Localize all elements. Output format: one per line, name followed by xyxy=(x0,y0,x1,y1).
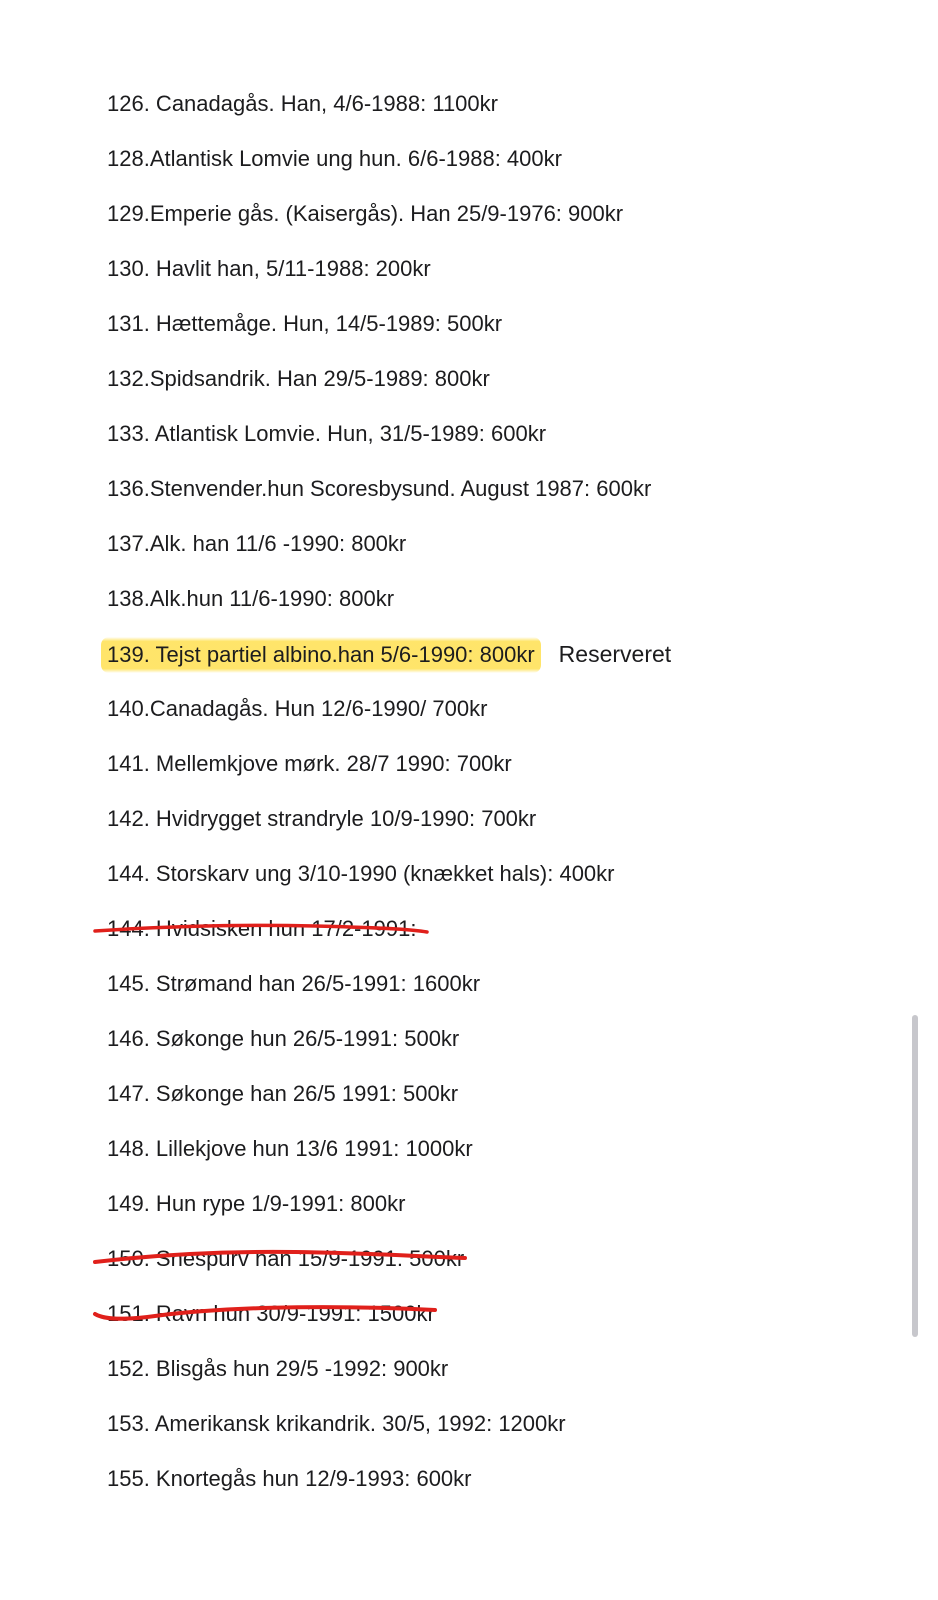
list-item xyxy=(107,1461,867,1516)
entry-text: 133. Atlantisk Lomvie. Hun, 31/5-1989: 600kr xyxy=(107,421,547,446)
entry-text: 144. Storskarv ung 3/10-1990 (knækket hals): 400kr xyxy=(107,861,615,886)
list-item xyxy=(107,1186,867,1241)
entry-text: 152. Blisgås hun 29/5 -1992: 900kr xyxy=(107,1356,449,1381)
entry-text: 126. Canadagås. Han, 4/6-1988: 1100kr xyxy=(107,91,498,116)
entry-text: 131. Hættemåge. Hun, 14/5-1989: 500kr xyxy=(107,311,503,336)
list-item xyxy=(107,856,867,911)
entry-text: 129.Emperie gås. (Kaisergås). Han 25/9-1976: 900kr xyxy=(107,201,624,226)
entry-text: 153. Amerikansk krikandrik. 30/5, 1992: 1200kr xyxy=(107,1411,566,1436)
entry-text: 155. Knortegås hun 12/9-1993: 600kr xyxy=(107,1466,472,1491)
entry-text: 142. Hvidrygget strandryle 10/9-1990: 700kr xyxy=(107,806,537,831)
list-item xyxy=(107,1076,867,1131)
list-item-highlighted xyxy=(107,636,867,691)
entry-text: 149. Hun rype 1/9-1991: 800kr xyxy=(107,1191,406,1216)
entry-text: 145. Strømand han 26/5-1991: 1600kr xyxy=(107,971,481,996)
entry-text: 140.Canadagås. Hun 12/6-1990/ 700kr xyxy=(107,696,488,721)
struck-entry-text: 151. Ravn hun 30/9-1991: 1500kr xyxy=(107,1301,435,1326)
list-item xyxy=(107,416,867,471)
list-item xyxy=(107,471,867,526)
entry-text: 130. Havlit han, 5/11-1988: 200kr xyxy=(107,256,431,281)
list-item-struck xyxy=(107,1296,867,1351)
entry-text: 132.Spidsandrik. Han 29/5-1989: 800kr xyxy=(107,366,490,391)
entry-list xyxy=(107,86,867,1516)
list-item xyxy=(107,526,867,581)
list-item xyxy=(107,801,867,856)
list-item xyxy=(107,1351,867,1406)
entry-text: 141. Mellemkjove mørk. 28/7 1990: 700kr xyxy=(107,751,512,776)
entry-text: 146. Søkonge hun 26/5-1991: 500kr xyxy=(107,1026,460,1051)
struck-entry-text: 150. Snespurv han 15/9-1991: 500kr xyxy=(107,1246,465,1271)
scrollbar-thumb[interactable] xyxy=(912,1015,918,1337)
entry-text: 128.Atlantisk Lomvie ung hun. 6/6-1988: 400kr xyxy=(107,146,562,171)
list-item xyxy=(107,1406,867,1461)
entry-text: 147. Søkonge han 26/5 1991: 500kr xyxy=(107,1081,459,1106)
list-item xyxy=(107,581,867,636)
entry-text: 136.Stenvender.hun Scoresbysund. August 1987: 600kr xyxy=(107,476,652,501)
list-item xyxy=(107,1021,867,1076)
list-item xyxy=(107,691,867,746)
list-item-struck xyxy=(107,1241,867,1296)
reserved-note: Reserveret xyxy=(558,641,672,667)
entry-text: 148. Lillekjove hun 13/6 1991: 1000kr xyxy=(107,1136,473,1161)
entry-text: 137.Alk. han 11/6 -1990: 800kr xyxy=(107,531,407,556)
list-item xyxy=(107,746,867,801)
list-item xyxy=(107,966,867,1021)
list-item-struck xyxy=(107,911,867,966)
list-item xyxy=(107,141,867,196)
list-item xyxy=(107,196,867,251)
list-item xyxy=(107,361,867,416)
struck-entry-text: 144. Hvidsisken hun 17/2-1991: xyxy=(107,916,417,941)
list-item xyxy=(107,251,867,306)
list-item xyxy=(107,306,867,361)
list-item xyxy=(107,1131,867,1186)
list-item xyxy=(107,86,867,141)
highlighted-entry-text: 139. Tejst partiel albino.han 5/6-1990: 800kr xyxy=(101,637,541,673)
entry-text: 138.Alk.hun 11/6-1990: 800kr xyxy=(107,586,395,611)
